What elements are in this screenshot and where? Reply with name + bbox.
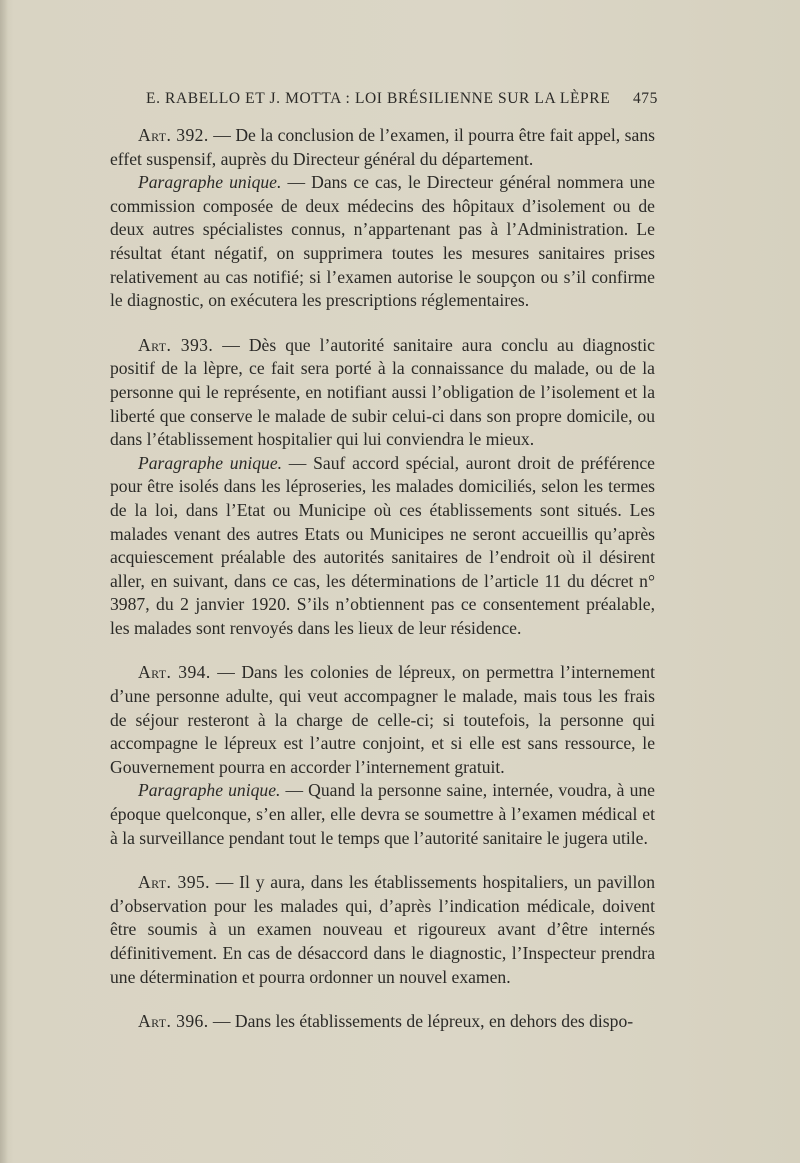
paragraph-text: — Quand la personne saine, internée, voudra, à une époque quelconque, s’en aller, elle devra se soumettre à l’examen médical et à la surveillance pendant tout le temps que l’autorité sanitaire le jugera utile. xyxy=(110,780,655,848)
article-395 xyxy=(110,871,655,989)
page-number: 475 xyxy=(632,90,658,107)
article-label: Art. 393. xyxy=(138,334,214,355)
article-393 xyxy=(110,334,655,452)
article-text: — De la conclusion de l’examen, il pourra être fait appel, sans effet suspensif, auprès du Directeur général du département. xyxy=(110,125,655,169)
paragraph-392 xyxy=(110,171,655,313)
article-text: — Dans les colonies de lépreux, on permettra l’internement d’une personne adulte, qui veut accompagner le malade, mais tous les frais de séjour resteront à la charge de celle-ci; si toutefois, la personne qui accompagne le lépreux est l’autre conjoint, et si elle est sans ressource, le Gouvernement pourra en accorder l’internement gratuit. xyxy=(110,662,655,777)
paragraph-label: Paragraphe unique. xyxy=(138,172,282,193)
article-392 xyxy=(110,124,655,171)
paragraph-label: Paragraphe unique. xyxy=(138,452,283,473)
article-394 xyxy=(110,661,655,779)
article-label: Art. 396. xyxy=(138,1011,209,1032)
paragraph-text: — Sauf accord spécial, auront droit de préférence pour être isolés dans les léproseries, les malades domiciliés, selon les termes de la loi, dans l’Etat ou Municipe où ces établissements sont situés. Les malades venant des autres Etats ou Municipes ne seront accueillis qu’après acquiescement préalable des autorités sanitaires de l’endroit où il désirent aller, en suivant, dans ce cas, les déterminations de l’article 11 du décret n° 3987, du 2 janvier 1920. S’ils n’obtiennent pas ce consentement préalable, les malades sont renvoyés dans les lieux de leur résidence. xyxy=(110,452,655,638)
article-label: Art. 394. xyxy=(138,662,211,683)
paragraph-394 xyxy=(110,779,655,850)
running-title: E. RABELLO ET J. MOTTA : LOI BRÉSILIENNE SUR LA LÈPRE xyxy=(146,90,611,107)
article-label: Art. 392. xyxy=(138,125,209,145)
article-396 xyxy=(110,1010,655,1034)
running-header xyxy=(146,90,658,108)
article-label: Art. 395. xyxy=(138,872,210,893)
article-text: — Dans les établissements de lépreux, en dehors des dispo- xyxy=(208,1011,634,1032)
paragraph-393 xyxy=(110,452,655,641)
body-text xyxy=(110,124,655,1034)
paragraph-label: Paragraphe unique. xyxy=(138,780,281,801)
paragraph-text: — Dans ce cas, le Directeur général nommera une commission composée de deux médecins des hôpitaux d’isolement ou de deux autres spécialistes connus, n’appartenant pas à l’Administration. Le résultat étant négatif, on supprimera toutes les mesures sanitaires prises relativement au cas notifié; si l’examen autorise le soupçon ou s’il confirme le diagnostic, on exécutera les prescriptions réglementaires. xyxy=(110,172,655,311)
article-text: — Dès que l’autorité sanitaire aura conclu au diagnostic positif de la lèpre, ce fait sera porté à la connaissance du malade, ou de la personne qui le représente, en notifiant aussi l’obligation de l’isolement et la liberté que conserve le malade de subir celui-ci dans son propre domicile, ou dans l’établissement hospitalier qui lui conviendra le mieux. xyxy=(110,334,655,450)
article-text: — Il y aura, dans les établissements hospitaliers, un pavillon d’observation pour les malades qui, d’après l’indication médicale, doivent être soumis à un examen nouveau et rigoureux avant d’être internés définitivement. En cas de désaccord dans le diagnostic, l’Inspecteur prendra une détermination et pourra ordonner un nouvel examen. xyxy=(110,872,655,987)
